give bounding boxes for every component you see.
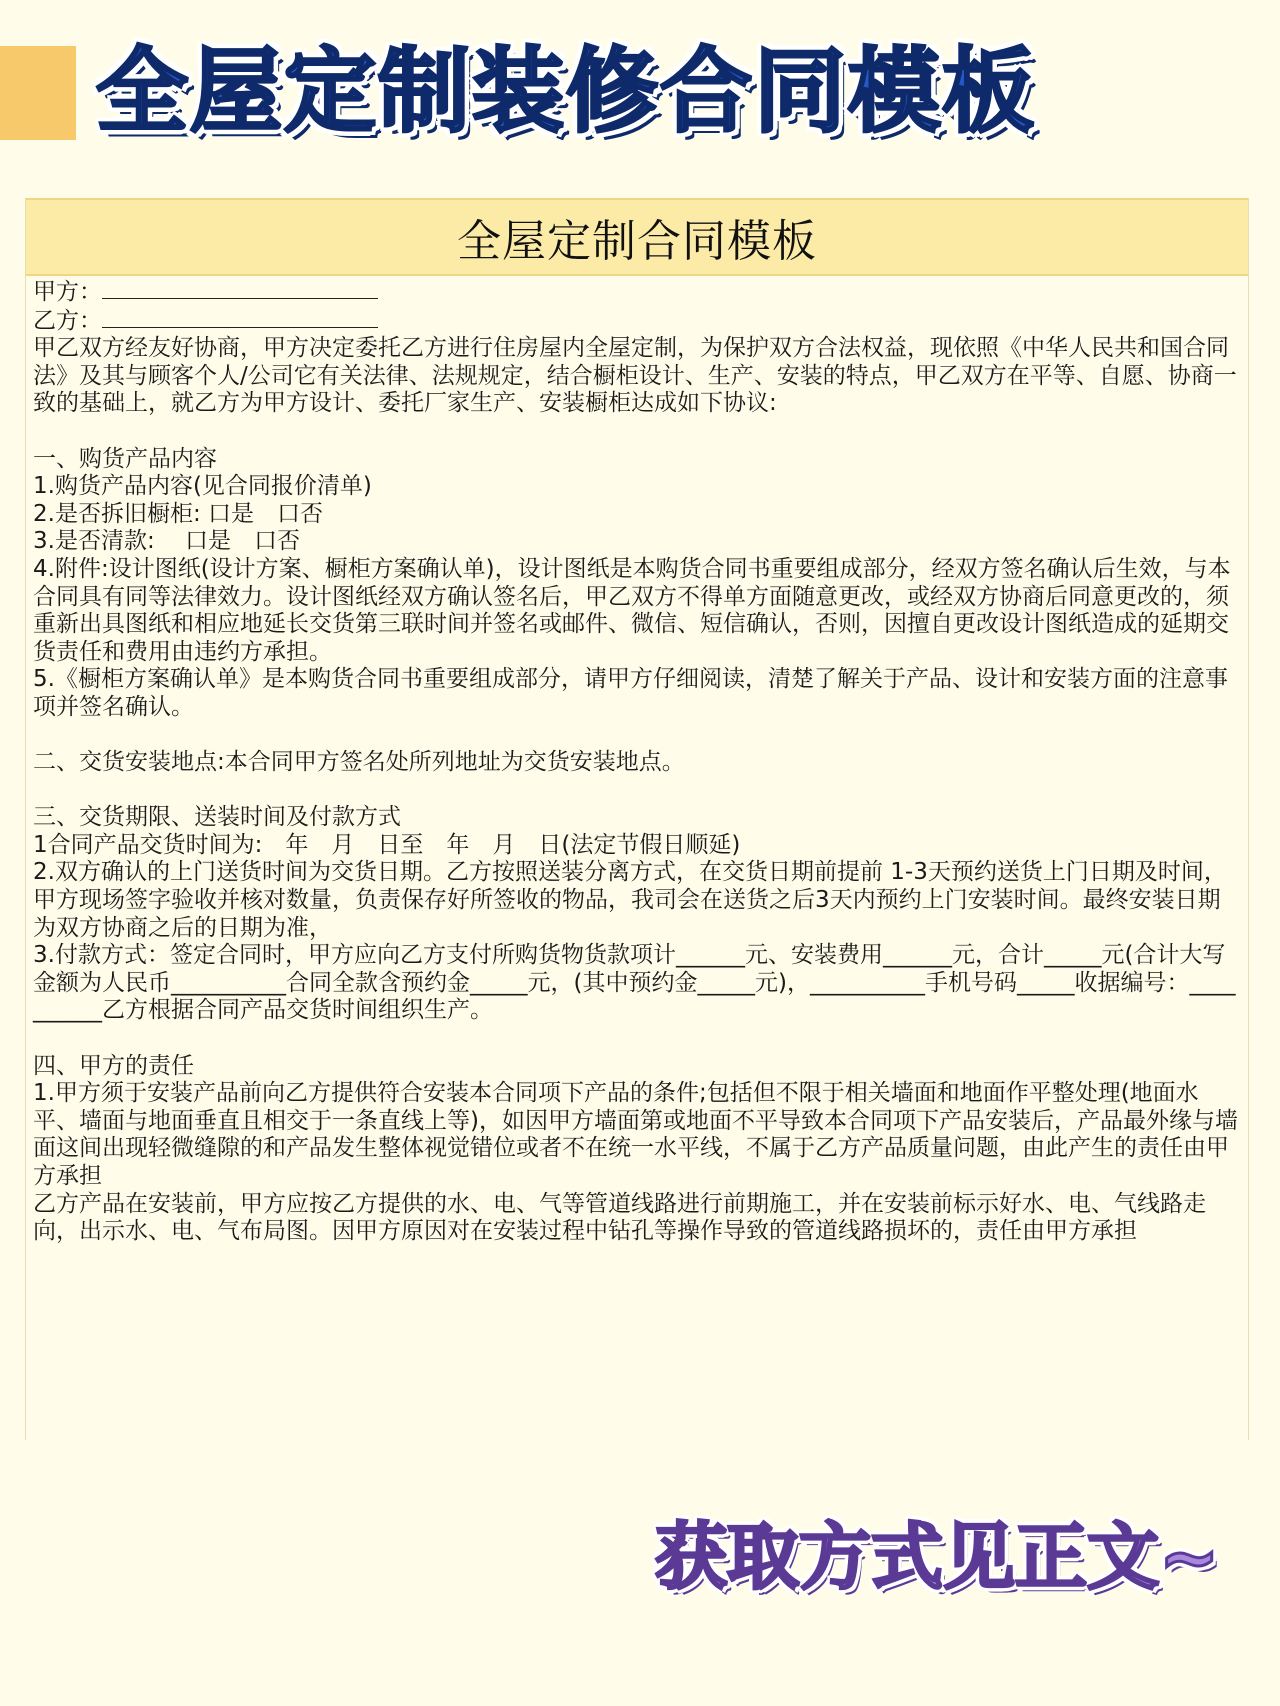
section1-heading: 一、购货产品内容: [33, 445, 217, 472]
party-b-label: 乙方：: [33, 307, 102, 334]
section4-item: 1.甲方须于安装产品前向乙方提供符合安装本合同项下产品的条件;包括但不限于相关墙面和地面作平整处理(地面水平、墙面与地面垂直且相交于一条直线上等)，如因甲方墙面第或地面不平导致本合同项下产品安装后，产品最外缘与墙面这间出现轻微缝隙的和产品发生整体视觉错位或者不在统一水平线，不属于乙方产品质量问题，由此产生的责任由甲方承担: [33, 1080, 1238, 1189]
section3-item: 3.付款方式：签定合同时，甲方应向乙方支付所购货物货款项计______元、安装费用______元，合计_____元(合计大写金额为人民币__________合同全款含预约金_____元，(其中预约金_____元)，__________手机号码_____收据编号：__________乙方根据合同产品交货时间组织生产。: [33, 942, 1236, 1024]
section1-item: 2.是否拆旧橱柜: 口是 口否: [33, 500, 324, 527]
section3-item: 2.双方确认的上门送货时间为交货日期。乙方按照送装分离方式，在交货日期前提前 1-3天预约送货上门日期及时间，甲方现场签字验收并核对数量，负责保存好所签收的物品，我司会在送货之后3天内预约上门安装时间。最终安装日期为双方协商之后的日期为准，: [33, 859, 1227, 941]
footer-caption: 获取方式见正文~: [655, 1515, 1220, 1599]
section3-heading: 三、交货期限、送装时间及付款方式: [33, 804, 401, 831]
spacer: [33, 418, 1240, 446]
document-body: [26, 276, 1248, 1246]
section1-item: 4.附件:设计图纸(设计方案、橱柜方案确认单)，设计图纸是本购货合同书重要组成部分，经双方签名确认后生效，与本合同具有同等法律效力。设计图纸经双方确认签名后，甲乙双方不得单方面随意更改，或经双方协商后同意更改的，须重新出具图纸和相应地延长交货第三联时间并签名或邮件、微信、短信确认，否则，因擅自更改设计图纸造成的延期交货责任和费用由违约方承担。: [33, 555, 1231, 665]
party-b-blank: [102, 307, 378, 328]
section1-item: 3.是否清款: 口是 口否: [33, 528, 301, 555]
party-a-blank: [102, 278, 378, 299]
document-header: [26, 198, 1248, 276]
section4-item: 乙方产品在安装前，甲方应按乙方提供的水、电、气等管道线路进行前期施工，并在安装前标示好水、电、气线路走向，出示水、电、气布局图。因甲方原因对在安装过程中钻孔等操作导致的管道线路损坏的，责任由甲方承担: [33, 1190, 1206, 1245]
cover-title: 全屋定制装修合同模板: [96, 38, 1037, 145]
party-a-label: 甲方：: [33, 279, 102, 305]
contract-document: [25, 198, 1249, 1440]
intro-paragraph: 甲乙双方经友好协商，甲方决定委托乙方进行住房屋内全屋定制，为保护双方合法权益，现依照《中华人民共和国合同法》及其与顾客个人/公司它有关法律、法规规定，结合橱柜设计、生产、安装的特点，甲乙双方在平等、自愿、协商一致的基础上，就乙方为甲方设计、委托厂家生产、安装橱柜达成如下协议:: [33, 335, 1237, 417]
section4-heading: 四、甲方的责任: [33, 1052, 194, 1079]
party-a-line: [33, 278, 1240, 307]
spacer: [33, 1025, 1240, 1053]
section1-item: 5.《橱柜方案确认单》是本购货合同书重要组成部分，请甲方仔细阅读，清楚了解关于产品、设计和安装方面的注意事项并签名确认。: [33, 666, 1228, 720]
section3-item: 1合同产品交货时间为: 年 月 日至 年 月 日(法定节假日顺延): [33, 831, 741, 858]
spacer: [33, 777, 1240, 805]
accent-block: [0, 46, 76, 140]
section2-heading: 二、交货安装地点:本合同甲方签名处所列地址为交货安装地点。: [33, 749, 685, 776]
party-b-line: [33, 307, 1240, 336]
spacer: [33, 722, 1240, 750]
section1-item: 1.购货产品内容(见合同报价清单): [33, 473, 372, 500]
document-title: 全屋定制合同模板: [457, 216, 817, 267]
